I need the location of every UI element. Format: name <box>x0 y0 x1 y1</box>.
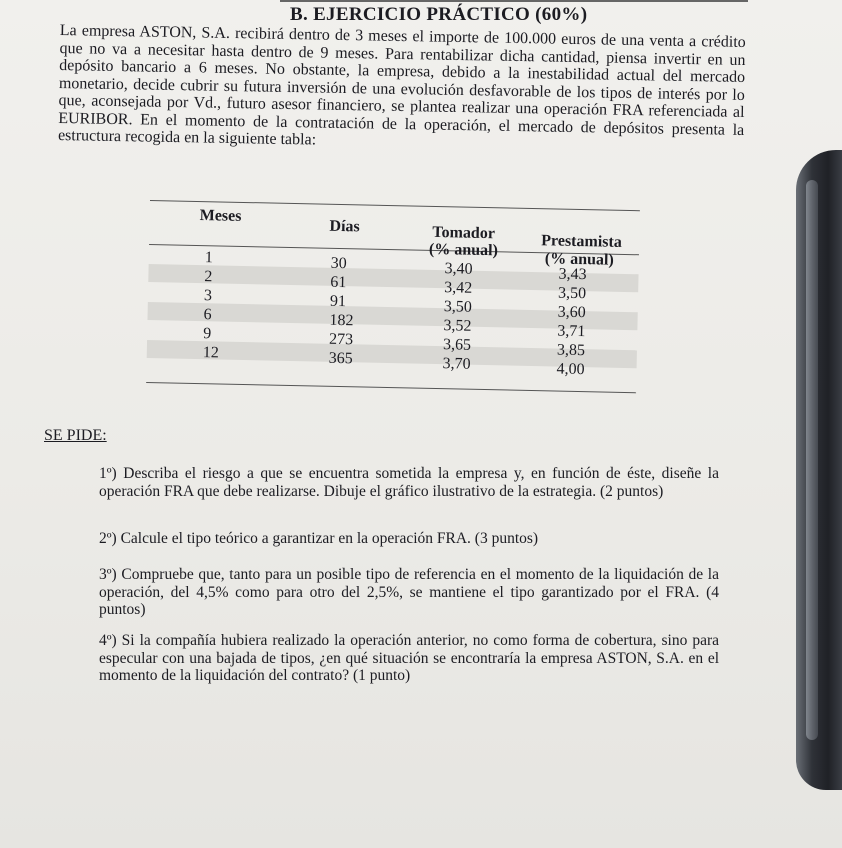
header-prestamista: Prestamista <box>541 232 622 251</box>
header-meses: Meses <box>199 207 242 225</box>
header-dias: Días <box>329 217 360 236</box>
cell-meses: 3 <box>203 287 213 305</box>
header-tomador-unit: (% anual) <box>428 240 499 260</box>
se-pide-heading: SE PIDE: <box>44 427 107 444</box>
cell-tomador: 3,52 <box>443 317 472 335</box>
cell-meses: 6 <box>203 306 212 324</box>
cell-prestamista: 3,60 <box>557 303 586 322</box>
cell-tomador: 3,70 <box>442 355 471 373</box>
cell-prestamista: 3,71 <box>557 322 586 341</box>
cell-dias: 91 <box>329 292 347 311</box>
deposit-rates-table <box>146 200 640 420</box>
cell-meses: 12 <box>202 344 219 362</box>
cell-dias: 30 <box>330 254 347 273</box>
phone-edge-object <box>796 150 842 790</box>
cell-dias: 61 <box>330 273 347 292</box>
question-3: 3º) Compruebe que, tanto para un posible tipo de referencia en el momento de la liquidación de la operación, del 4,5% como para otro del 2,5%, se mantiene el tipo garantizado por el FRA. (4 puntos) <box>99 566 719 618</box>
cell-prestamista: 3,43 <box>558 265 587 284</box>
question-2: 2º) Calcule el tipo teórico a garantizar en la operación FRA. (3 puntos) <box>99 530 539 547</box>
cell-prestamista: 3,85 <box>556 341 586 360</box>
cell-tomador: 3,50 <box>443 298 473 316</box>
cell-meses: 9 <box>203 325 212 343</box>
header-tomador: Tomador <box>432 223 496 243</box>
header-prestamista-unit: (% anual) <box>544 250 614 269</box>
cell-meses: 1 <box>204 249 213 267</box>
header-rule <box>280 0 748 2</box>
cell-dias: 365 <box>328 349 353 368</box>
cell-prestamista: 3,50 <box>557 284 587 303</box>
cell-dias: 273 <box>328 330 354 349</box>
exercise-title: B. EJERCICIO PRÁCTICO (60%) <box>290 4 588 25</box>
question-4: 4º) Si la compañía hubiera realizado la operación anterior, no como forma de cobertura, sino para especular con una bajada de tipos, ¿en qué situación se encontraría la empresa ASTON, S.A. en el momento de la liquidación del contrato? (1 punto) <box>99 632 719 684</box>
cell-dias: 182 <box>329 311 354 330</box>
cell-prestamista: 4,00 <box>556 360 585 379</box>
cell-tomador: 3,42 <box>444 279 473 297</box>
question-1: 1º) Describa el riesgo a que se encuentra sometida la empresa y, en función de éste, diseñe la operación FRA que debe realizarse. Dibuje el gráfico ilustrativo de la estrategia. (2 puntos) <box>99 465 719 500</box>
cell-meses: 2 <box>204 268 213 286</box>
cell-tomador: 3,40 <box>444 260 473 278</box>
cell-tomador: 3,65 <box>442 336 472 354</box>
table-bottom-rule <box>146 382 636 393</box>
intro-paragraph: La empresa ASTON, S.A. recibirá dentro de 3 meses el importe de 100.000 euros de una venta a crédito que no va a necesitar hasta dentro de 9 meses. Para rentabilizar dicha cantidad, piensa invertir en un depósito bancario a 6 meses. No obstante, la empresa, debido a la inestabilidad actual del mercado monetario, decide cubrir su futura inversión de una evolución desfavorable de los tipos de interés por lo que, aconsejada por Vd., futuro asesor financiero, se plantea realizar una operación FRA referenciada al EURIBOR. En el momento de la contratación de la operación, el mercado de depósitos presenta la estructura recogida en la siguiente tabla: <box>57 22 746 149</box>
